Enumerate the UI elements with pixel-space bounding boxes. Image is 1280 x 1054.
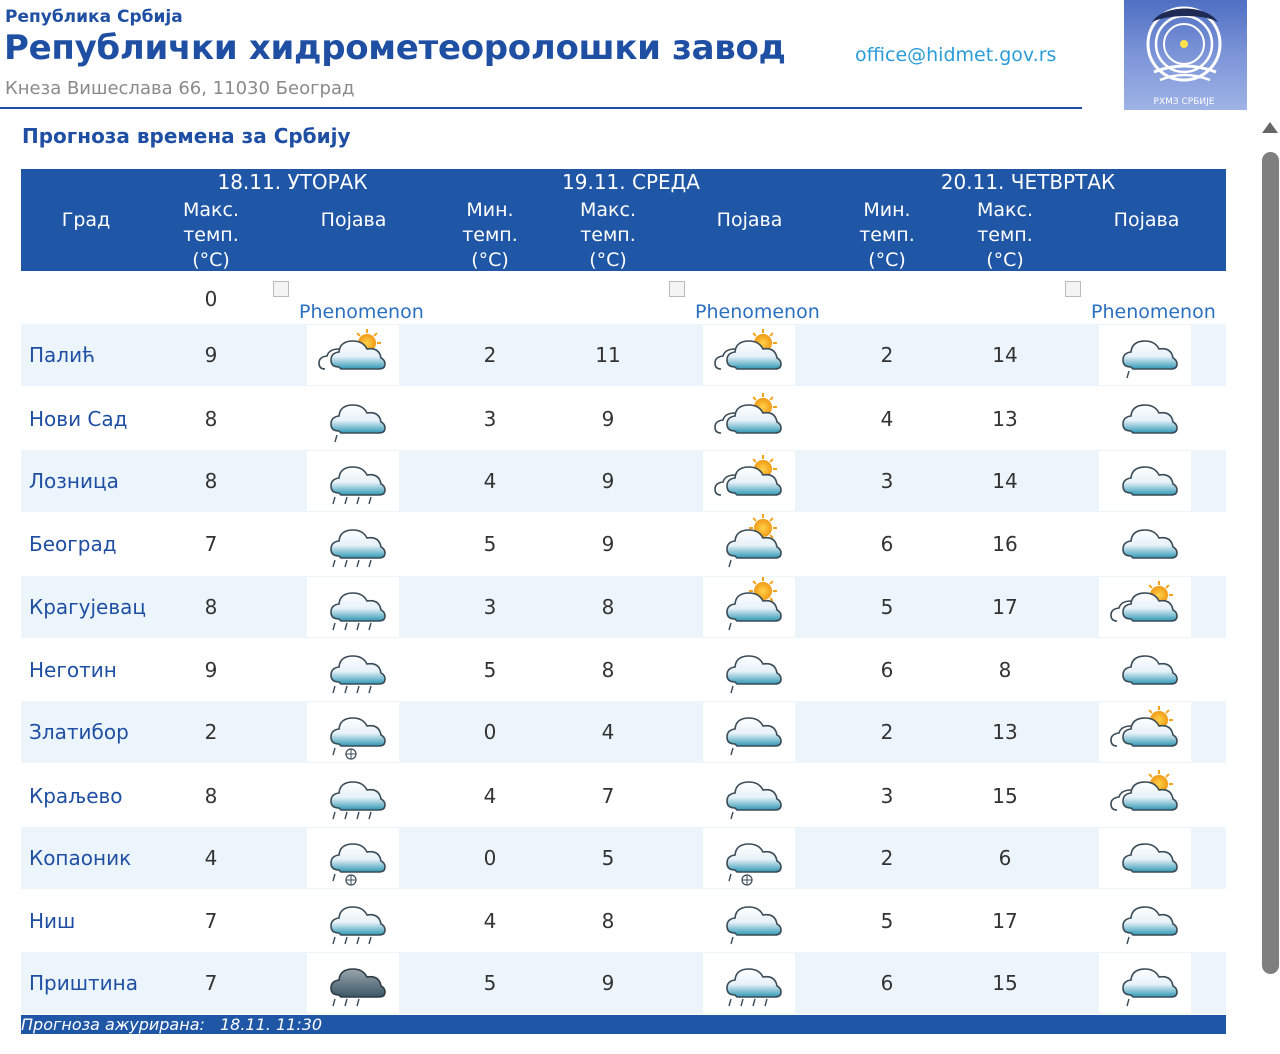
city-name: Нови Сад (29, 407, 128, 431)
placeholder-row (21, 272, 1226, 324)
broken-image-phenomenon-2 (681, 301, 820, 323)
city-name: Приштина (29, 971, 139, 995)
day3-weather-icon (1099, 640, 1191, 700)
day3-min-temp: 2 (880, 720, 894, 744)
city-header: Град (61, 209, 111, 231)
day1-weather-icon (307, 953, 399, 1013)
site-header (0, 0, 1280, 112)
email-link[interactable]: office@hidmet.gov.rs (855, 44, 1057, 66)
city-name: Палић (29, 343, 96, 367)
day1-weather-icon (307, 640, 399, 700)
day2-min-temp: 3 (483, 595, 497, 619)
day2-max-temp: 5 (601, 846, 615, 870)
broken-image-phenomenon-1 (285, 301, 424, 323)
day3-weather-icon (1099, 325, 1191, 385)
day3-weather-icon (1099, 514, 1191, 574)
day2-weather-icon (703, 577, 795, 637)
placeholder-max: 0 (204, 287, 218, 311)
table-row (21, 388, 1226, 450)
day1-weather-icon (307, 451, 399, 511)
day2-max-temp: 4 (601, 720, 615, 744)
phenomenon-alt-text: Phenomenon (1091, 301, 1216, 323)
day3-max-temp: 16 (992, 532, 1018, 556)
address: Кнеза Вишеслава 66, 11030 Београд (5, 78, 355, 99)
day1-weather-icon (307, 325, 399, 385)
day1-max-temp: 8 (204, 784, 218, 808)
day2-min-temp: 3 (483, 407, 497, 431)
day2-max-temp: 8 (601, 909, 615, 933)
day1-max-temp: 9 (204, 658, 218, 682)
day3-max-temp: 13 (992, 720, 1018, 744)
scrollbar-thumb[interactable] (1262, 152, 1279, 974)
table-row (21, 576, 1226, 638)
day3-max-temp: 15 (992, 971, 1018, 995)
day1-max-temp: 4 (204, 846, 218, 870)
table-row (21, 450, 1226, 512)
day3-phen-header: Појава (1113, 209, 1180, 231)
institute-title[interactable]: Републички хидрометеоролошки завод (4, 28, 786, 68)
day3-min-temp: 3 (880, 469, 894, 493)
day2-min-temp: 5 (483, 971, 497, 995)
day2-max-temp: 9 (601, 971, 615, 995)
day1-weather-icon (307, 766, 399, 826)
day2-weather-icon (703, 451, 795, 511)
day2-header: 19.11. СРЕДА (562, 170, 700, 194)
day1-weather-icon (307, 828, 399, 888)
day3-weather-icon (1099, 891, 1191, 951)
day1-max-temp: 7 (204, 532, 218, 556)
day2-max-temp: 9 (601, 469, 615, 493)
day3-weather-icon (1099, 451, 1191, 511)
day1-max-temp: 2 (204, 720, 218, 744)
day3-weather-icon (1099, 577, 1191, 637)
day1-max-temp: 8 (204, 595, 218, 619)
day1-max-temp: 7 (204, 909, 218, 933)
day2-weather-icon (703, 514, 795, 574)
city-name: Лозница (29, 469, 119, 493)
day2-weather-icon (703, 640, 795, 700)
day3-max-temp: 13 (992, 407, 1018, 431)
phenomenon-alt-text: Phenomenon (299, 301, 424, 323)
logo-text: РХМЗ СРБИЈЕ (1153, 97, 1215, 107)
day2-min-temp: 0 (483, 720, 497, 744)
day2-weather-icon (703, 389, 795, 449)
day3-max-temp: 6 (998, 846, 1012, 870)
rhmz-logo[interactable] (1124, 0, 1247, 110)
day3-min-temp: 2 (880, 846, 894, 870)
city-name: Неготин (29, 658, 117, 682)
day3-min-temp: 6 (880, 532, 894, 556)
table-row (21, 765, 1226, 827)
day1-weather-icon (307, 389, 399, 449)
table-row (21, 701, 1226, 763)
day2-weather-icon (703, 953, 795, 1013)
day2-weather-icon (703, 891, 795, 951)
day2-max-header: Макс. темп. (°C) (580, 199, 636, 271)
table-row (21, 639, 1226, 701)
day1-weather-icon (307, 514, 399, 574)
day1-max-temp: 8 (204, 469, 218, 493)
day2-max-temp: 8 (601, 658, 615, 682)
update-label: Прогноза ажурирана: (21, 1015, 205, 1034)
day2-max-temp: 11 (595, 343, 621, 367)
day1-weather-icon (307, 577, 399, 637)
day2-min-temp: 2 (483, 343, 497, 367)
day2-max-temp: 9 (601, 407, 615, 431)
day3-header: 20.11. ЧЕТВРТАК (940, 170, 1116, 194)
day3-min-temp: 6 (880, 971, 894, 995)
day2-max-temp: 7 (601, 784, 615, 808)
day3-min-temp: 2 (880, 343, 894, 367)
day3-weather-icon (1099, 828, 1191, 888)
day3-min-temp: 5 (880, 595, 894, 619)
day3-weather-icon (1099, 702, 1191, 762)
table-row (21, 890, 1226, 952)
day3-max-temp: 14 (992, 469, 1018, 493)
header-divider (0, 107, 1082, 109)
day3-max-temp: 15 (992, 784, 1018, 808)
day2-weather-icon (703, 702, 795, 762)
day3-max-temp: 8 (998, 658, 1012, 682)
day2-weather-icon (703, 325, 795, 385)
day2-phen-header: Појава (716, 209, 783, 231)
table-row (21, 513, 1226, 575)
day3-weather-icon (1099, 766, 1191, 826)
forecast-title: Прогноза времена за Србију (22, 124, 351, 148)
day1-phen-header: Појава (320, 209, 387, 231)
day1-weather-icon (307, 891, 399, 951)
republic-label: Република Србија (5, 7, 183, 27)
update-time: 18.11. 11:30 (219, 1015, 323, 1034)
day2-weather-icon (703, 766, 795, 826)
day2-max-temp: 8 (601, 595, 615, 619)
update-footer (21, 1015, 1226, 1034)
table-row (21, 952, 1226, 1014)
day1-max-temp: 8 (204, 407, 218, 431)
scroll-up-arrow-icon[interactable] (1262, 122, 1278, 133)
day1-max-header: Макс. темп. (°C) (183, 199, 239, 271)
phenomenon-alt-text: Phenomenon (695, 301, 820, 323)
city-name: Копаоник (29, 846, 132, 870)
day2-max-temp: 9 (601, 532, 615, 556)
day3-min-temp: 5 (880, 909, 894, 933)
day3-max-header: Макс. темп. (°C) (977, 199, 1033, 271)
day2-min-temp: 4 (483, 909, 497, 933)
city-name: Краљево (29, 784, 123, 808)
table-header (21, 169, 1226, 271)
day3-min-temp: 3 (880, 784, 894, 808)
city-name: Крагујевац (29, 595, 147, 619)
day2-min-temp: 5 (483, 658, 497, 682)
day3-max-temp: 17 (992, 909, 1018, 933)
day2-min-temp: 5 (483, 532, 497, 556)
day1-max-temp: 7 (204, 971, 218, 995)
day3-min-header: Мин. темп. (°C) (859, 199, 915, 271)
day2-min-temp: 4 (483, 784, 497, 808)
day3-weather-icon (1099, 389, 1191, 449)
day2-min-temp: 4 (483, 469, 497, 493)
city-name: Београд (29, 532, 117, 556)
day1-header: 18.11. УТОРАК (217, 170, 368, 194)
day3-max-temp: 17 (992, 595, 1018, 619)
day3-weather-icon (1099, 953, 1191, 1013)
day2-min-temp: 0 (483, 846, 497, 870)
day3-max-temp: 14 (992, 343, 1018, 367)
city-name: Ниш (29, 909, 76, 933)
day2-weather-icon (703, 828, 795, 888)
day3-min-temp: 4 (880, 407, 894, 431)
day2-min-header: Мин. темп. (°C) (462, 199, 518, 271)
day1-weather-icon (307, 702, 399, 762)
day3-min-temp: 6 (880, 658, 894, 682)
table-row (21, 827, 1226, 889)
table-row (21, 324, 1226, 386)
day1-max-temp: 9 (204, 343, 218, 367)
city-name: Златибор (29, 720, 129, 744)
broken-image-phenomenon-3 (1077, 301, 1216, 323)
